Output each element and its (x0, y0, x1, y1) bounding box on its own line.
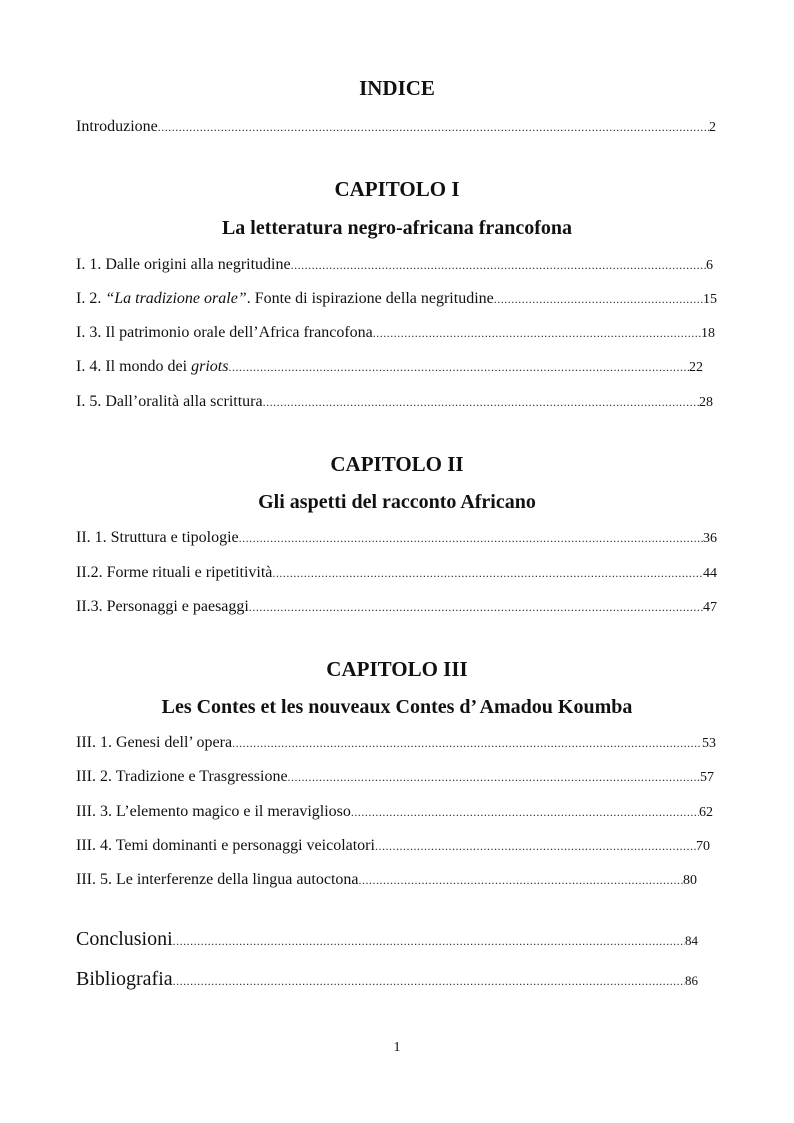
page-title: INDICE (359, 76, 435, 100)
toc-entry-page: 62 (699, 805, 713, 820)
toc-entry-page: 36 (703, 531, 717, 546)
toc-entry-page: 44 (703, 566, 717, 581)
chapter-1-heading: CAPITOLO I (334, 177, 460, 201)
toc-entry-label: II.2. Forme rituali e ripetitività (76, 564, 273, 581)
toc-entry-1-4[interactable] (76, 358, 703, 380)
dot-leader (249, 600, 703, 615)
toc-entry-3-2[interactable] (76, 768, 714, 790)
toc-entry-1-3[interactable] (76, 324, 715, 346)
dot-leader (158, 120, 709, 135)
toc-entry-page: 47 (703, 600, 717, 615)
toc-entry-1-1[interactable] (76, 256, 713, 278)
toc-entry-label: III. 4. Temi dominanti e personaggi veicolatori (76, 837, 375, 854)
toc-entry-2-1[interactable] (76, 529, 717, 551)
toc-entry-label: Introduzione (76, 118, 158, 135)
dot-leader (359, 873, 683, 888)
toc-entry-bibliografia[interactable] (76, 968, 698, 996)
dot-leader (351, 805, 699, 820)
toc-entry-page: 84 (685, 933, 698, 948)
chapter-3-heading: CAPITOLO III (326, 657, 468, 681)
toc-entry-page: 2 (709, 120, 716, 135)
toc-entry-2-3[interactable] (76, 598, 717, 620)
toc-entry-label: III. 1. Genesi dell’ opera (76, 734, 233, 751)
chapter-2-heading: CAPITOLO II (330, 452, 464, 476)
toc-entry-label: Conclusioni (76, 928, 173, 950)
toc-entry-3-1[interactable] (76, 734, 716, 756)
dot-leader (272, 566, 703, 581)
dot-leader (375, 839, 696, 854)
dot-leader (373, 326, 701, 341)
toc-entry-3-3[interactable] (76, 803, 713, 825)
chapter-2-subtitle: Gli aspetti del racconto Africano (258, 491, 536, 513)
toc-entry-page: 28 (699, 395, 713, 410)
toc-entry-label: I. 1. Dalle origini alla negritudine (76, 256, 291, 273)
toc-entry-label: I. 2. “La tradizione orale”. Fonte di ispirazione della negritudine (76, 290, 494, 307)
toc-entry-1-5[interactable] (76, 393, 713, 415)
toc-entry-label: III. 3. L’elemento magico e il meraviglioso (76, 803, 351, 820)
toc-entry-page: 53 (702, 736, 716, 751)
toc-entry-label: II. 1. Struttura e tipologie (76, 529, 239, 546)
dot-leader (173, 974, 685, 989)
dot-leader (228, 360, 689, 375)
toc-entry-page: 57 (700, 770, 714, 785)
toc-entry-page: 18 (701, 326, 715, 341)
toc-entry-label: I. 3. Il patrimonio orale dell’Africa francofona (76, 324, 373, 341)
toc-entry-conclusioni[interactable] (76, 928, 698, 956)
toc-entry-1-2[interactable] (76, 290, 717, 312)
dot-leader (232, 736, 702, 751)
dot-leader (239, 531, 703, 546)
dot-leader (291, 258, 706, 273)
toc-entry-label: III. 5. Le interferenze della lingua autoctona (76, 871, 359, 888)
toc-entry-page: 6 (706, 258, 713, 273)
chapter-1-subtitle: La letteratura negro-africana francofona (221, 217, 573, 239)
toc-entry-introduzione[interactable] (76, 118, 716, 140)
page-number: 1 (393, 1040, 401, 1055)
dot-leader (263, 395, 699, 410)
chapter-3-subtitle: Les Contes et les nouveaux Contes d’ Amadou Koumba (161, 696, 633, 718)
dot-leader (173, 934, 685, 949)
dot-leader (288, 770, 700, 785)
toc-entry-label: Bibliografia (76, 968, 173, 990)
toc-entry-3-4[interactable] (76, 837, 710, 859)
dot-leader (494, 292, 703, 307)
toc-entry-label: I. 5. Dall’oralità alla scrittura (76, 393, 263, 410)
toc-entry-page: 15 (703, 292, 717, 307)
toc-entry-label: II.3. Personaggi e paesaggi (76, 598, 249, 615)
toc-entry-2-2[interactable] (76, 564, 717, 586)
toc-entry-3-5[interactable] (76, 871, 697, 893)
toc-entry-page: 70 (696, 839, 710, 854)
toc-entry-page: 22 (689, 360, 703, 375)
toc-entry-page: 86 (685, 973, 698, 988)
toc-entry-label: I. 4. Il mondo dei griots (76, 358, 229, 375)
toc-entry-page: 80 (683, 873, 697, 888)
toc-entry-label: III. 2. Tradizione e Trasgressione (76, 768, 288, 785)
